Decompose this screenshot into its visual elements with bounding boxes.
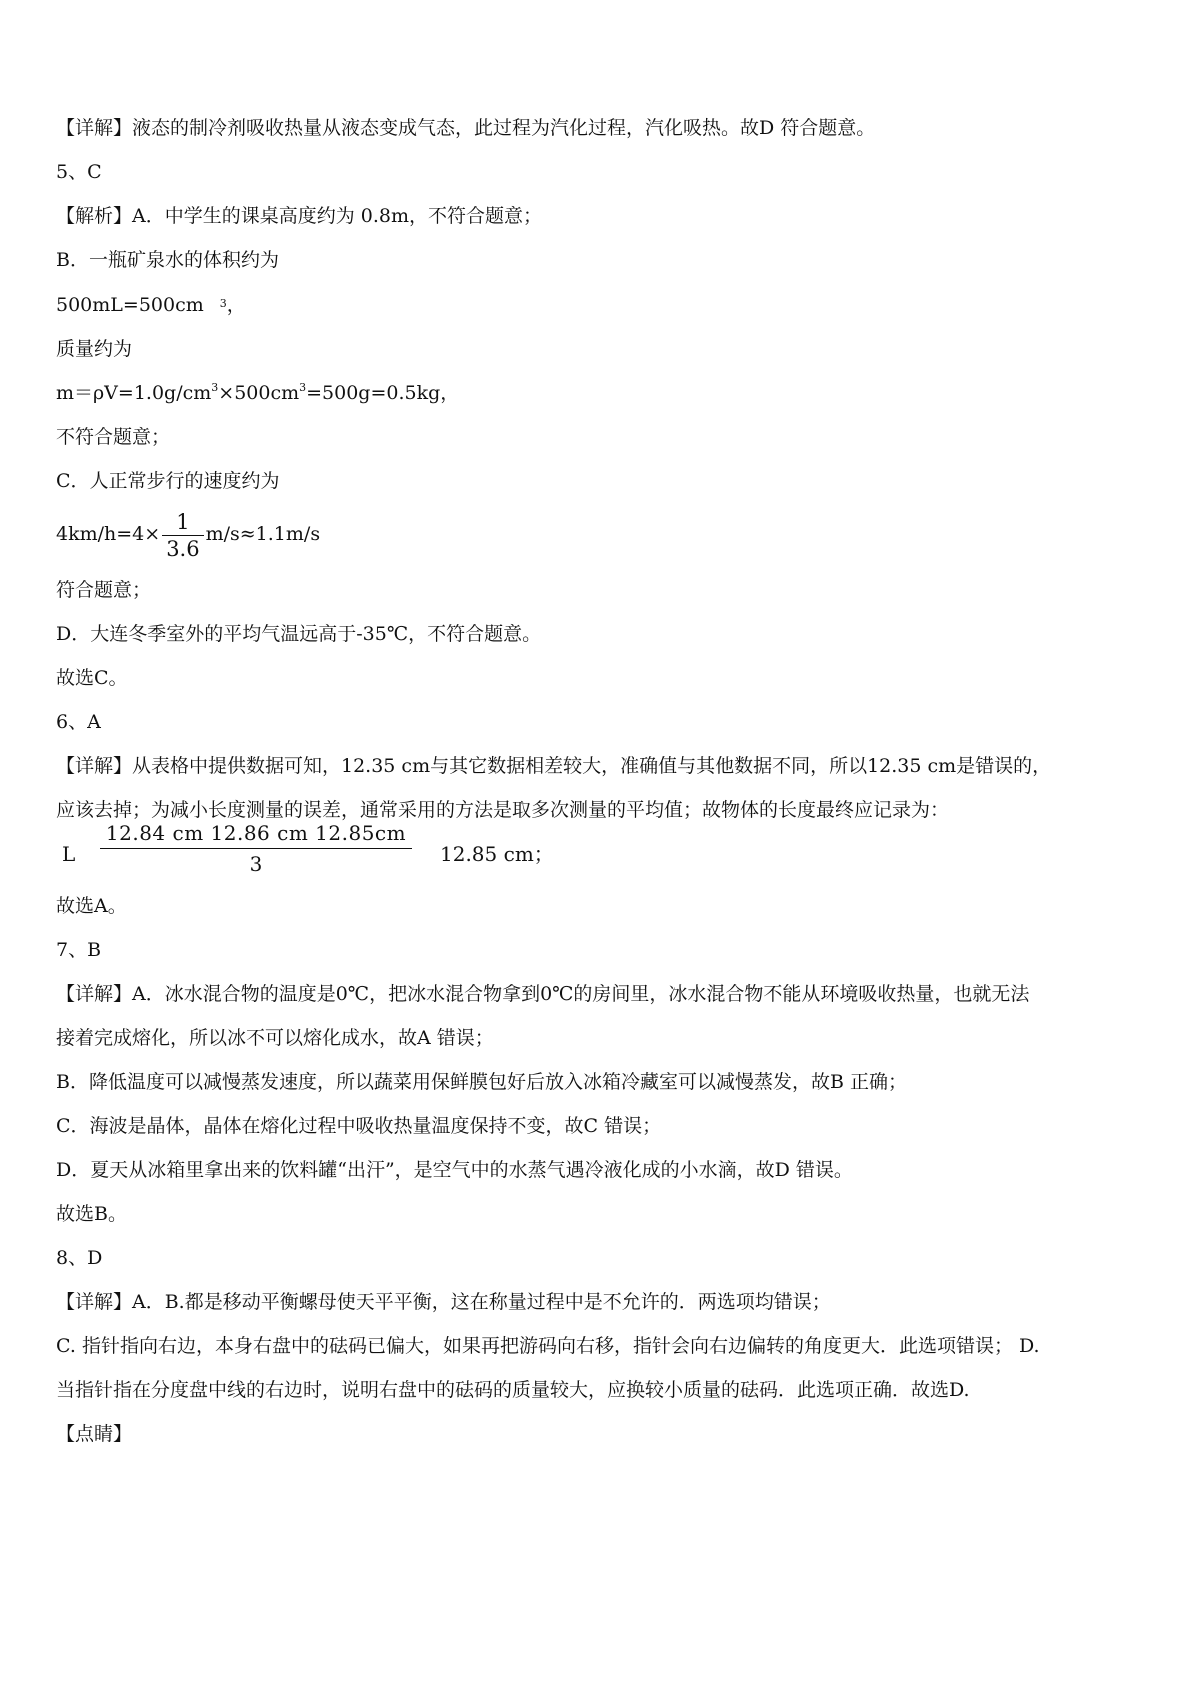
formula-line [56, 381, 459, 408]
fraction [100, 818, 412, 879]
answer-heading: 6、A [56, 711, 101, 733]
formula-text: =500g=0.5kg， [306, 382, 460, 404]
paragraph: C．海波是晶体，晶体在熔化过程中吸收热量温度保持不变，故C 错误； [56, 1115, 662, 1137]
formula-exponent: 3 [299, 381, 307, 394]
formula-variable: L [62, 842, 76, 866]
formula-text: ×500cm [218, 382, 300, 404]
paragraph: D．大连冬季室外的平均气温远高于-35℃，不符合题意。 [56, 623, 542, 645]
fraction-numerator: 1 [176, 509, 190, 534]
formula-exponent: 3 [211, 381, 219, 394]
answer-heading: 7、B [56, 939, 102, 961]
formula-text: 500mL=500cm [56, 294, 204, 316]
fraction-numerator: 12.84 cm 12.86 cm 12.85cm [105, 821, 407, 845]
paragraph: 当指针指在分度盘中线的右边时，说明右盘中的砝码的质量较大，应换较小质量的砝码．此选项正确．故选D. [56, 1379, 970, 1401]
answer-heading: 8、D [56, 1247, 103, 1269]
formula-text: m＝ρV=1.0g/cm [56, 382, 212, 404]
paragraph: 【详解】A．冰水混合物的温度是0℃，把冰水混合物拿到0℃的房间里，冰水混合物不能从环境吸收热量，也就无法 [56, 983, 1030, 1005]
paragraph: 符合题意； [56, 579, 152, 601]
fraction [162, 509, 203, 562]
paragraph: B．降低温度可以减慢蒸发速度，所以蔬菜用保鲜膜包好后放入冰箱冷藏室可以减慢蒸发，故B 正确； [56, 1071, 907, 1093]
formula-line [56, 293, 246, 320]
section-label: 【点睛】 [56, 1423, 133, 1445]
paragraph: C．人正常步行的速度约为 [56, 470, 280, 492]
paragraph: 故选B。 [56, 1203, 127, 1225]
formula-line [56, 506, 320, 562]
paragraph: 【详解】A．B.都是移动平衡螺母使天平平衡，这在称量过程中是不允许的．两选项均错误； [56, 1291, 831, 1313]
paragraph: 不符合题意； [56, 426, 171, 448]
paragraph: 故选C。 [56, 667, 128, 689]
paragraph: 应该去掉；为减小长度测量的误差，通常采用的方法是取多次测量的平均值；故物体的长度最终应记录为： [56, 799, 950, 821]
paragraph: 质量约为 [56, 338, 133, 360]
formula-text: ， [226, 294, 246, 316]
fraction-denominator: 3.6 [162, 535, 203, 562]
paragraph: C. 指针指向右边，本身右盘中的砝码已偏大，如果再把游码向右移，指针会向右边偏转的角度更大．此选项错误； D. [56, 1335, 1040, 1357]
paragraph: D．夏天从冰箱里拿出来的饮料罐“出汗”，是空气中的水蒸气遇冷液化成的小水滴，故D 错误。 [56, 1159, 853, 1181]
paragraph: 【解析】A．中学生的课桌高度约为 0.8m，不符合题意； [56, 205, 542, 227]
formula-text: m/s≈1.1m/s [205, 523, 321, 545]
paragraph: B．一瓶矿泉水的体积约为 [56, 249, 279, 271]
paragraph: 【详解】从表格中提供数据可知，12.35 cm与其它数据相差较大，准确值与其他数据不同，所以12.35 cm是错误的， [56, 755, 1052, 777]
answer-heading: 5、C [56, 161, 102, 183]
paragraph: 【详解】液态的制冷剂吸收热量从液态变成气态，此过程为汽化过程，汽化吸热。故D 符合题意。 [56, 117, 876, 139]
fraction-denominator: 3 [249, 852, 263, 876]
formula-result: 12.85 cm； [440, 842, 554, 866]
paragraph: 故选A。 [56, 895, 127, 917]
paragraph: 接着完成熔化，所以冰不可以熔化成水，故A 错误； [56, 1027, 494, 1049]
formula-text: 4km/h=4× [56, 523, 161, 545]
formula-exponent: 3 [219, 297, 227, 310]
